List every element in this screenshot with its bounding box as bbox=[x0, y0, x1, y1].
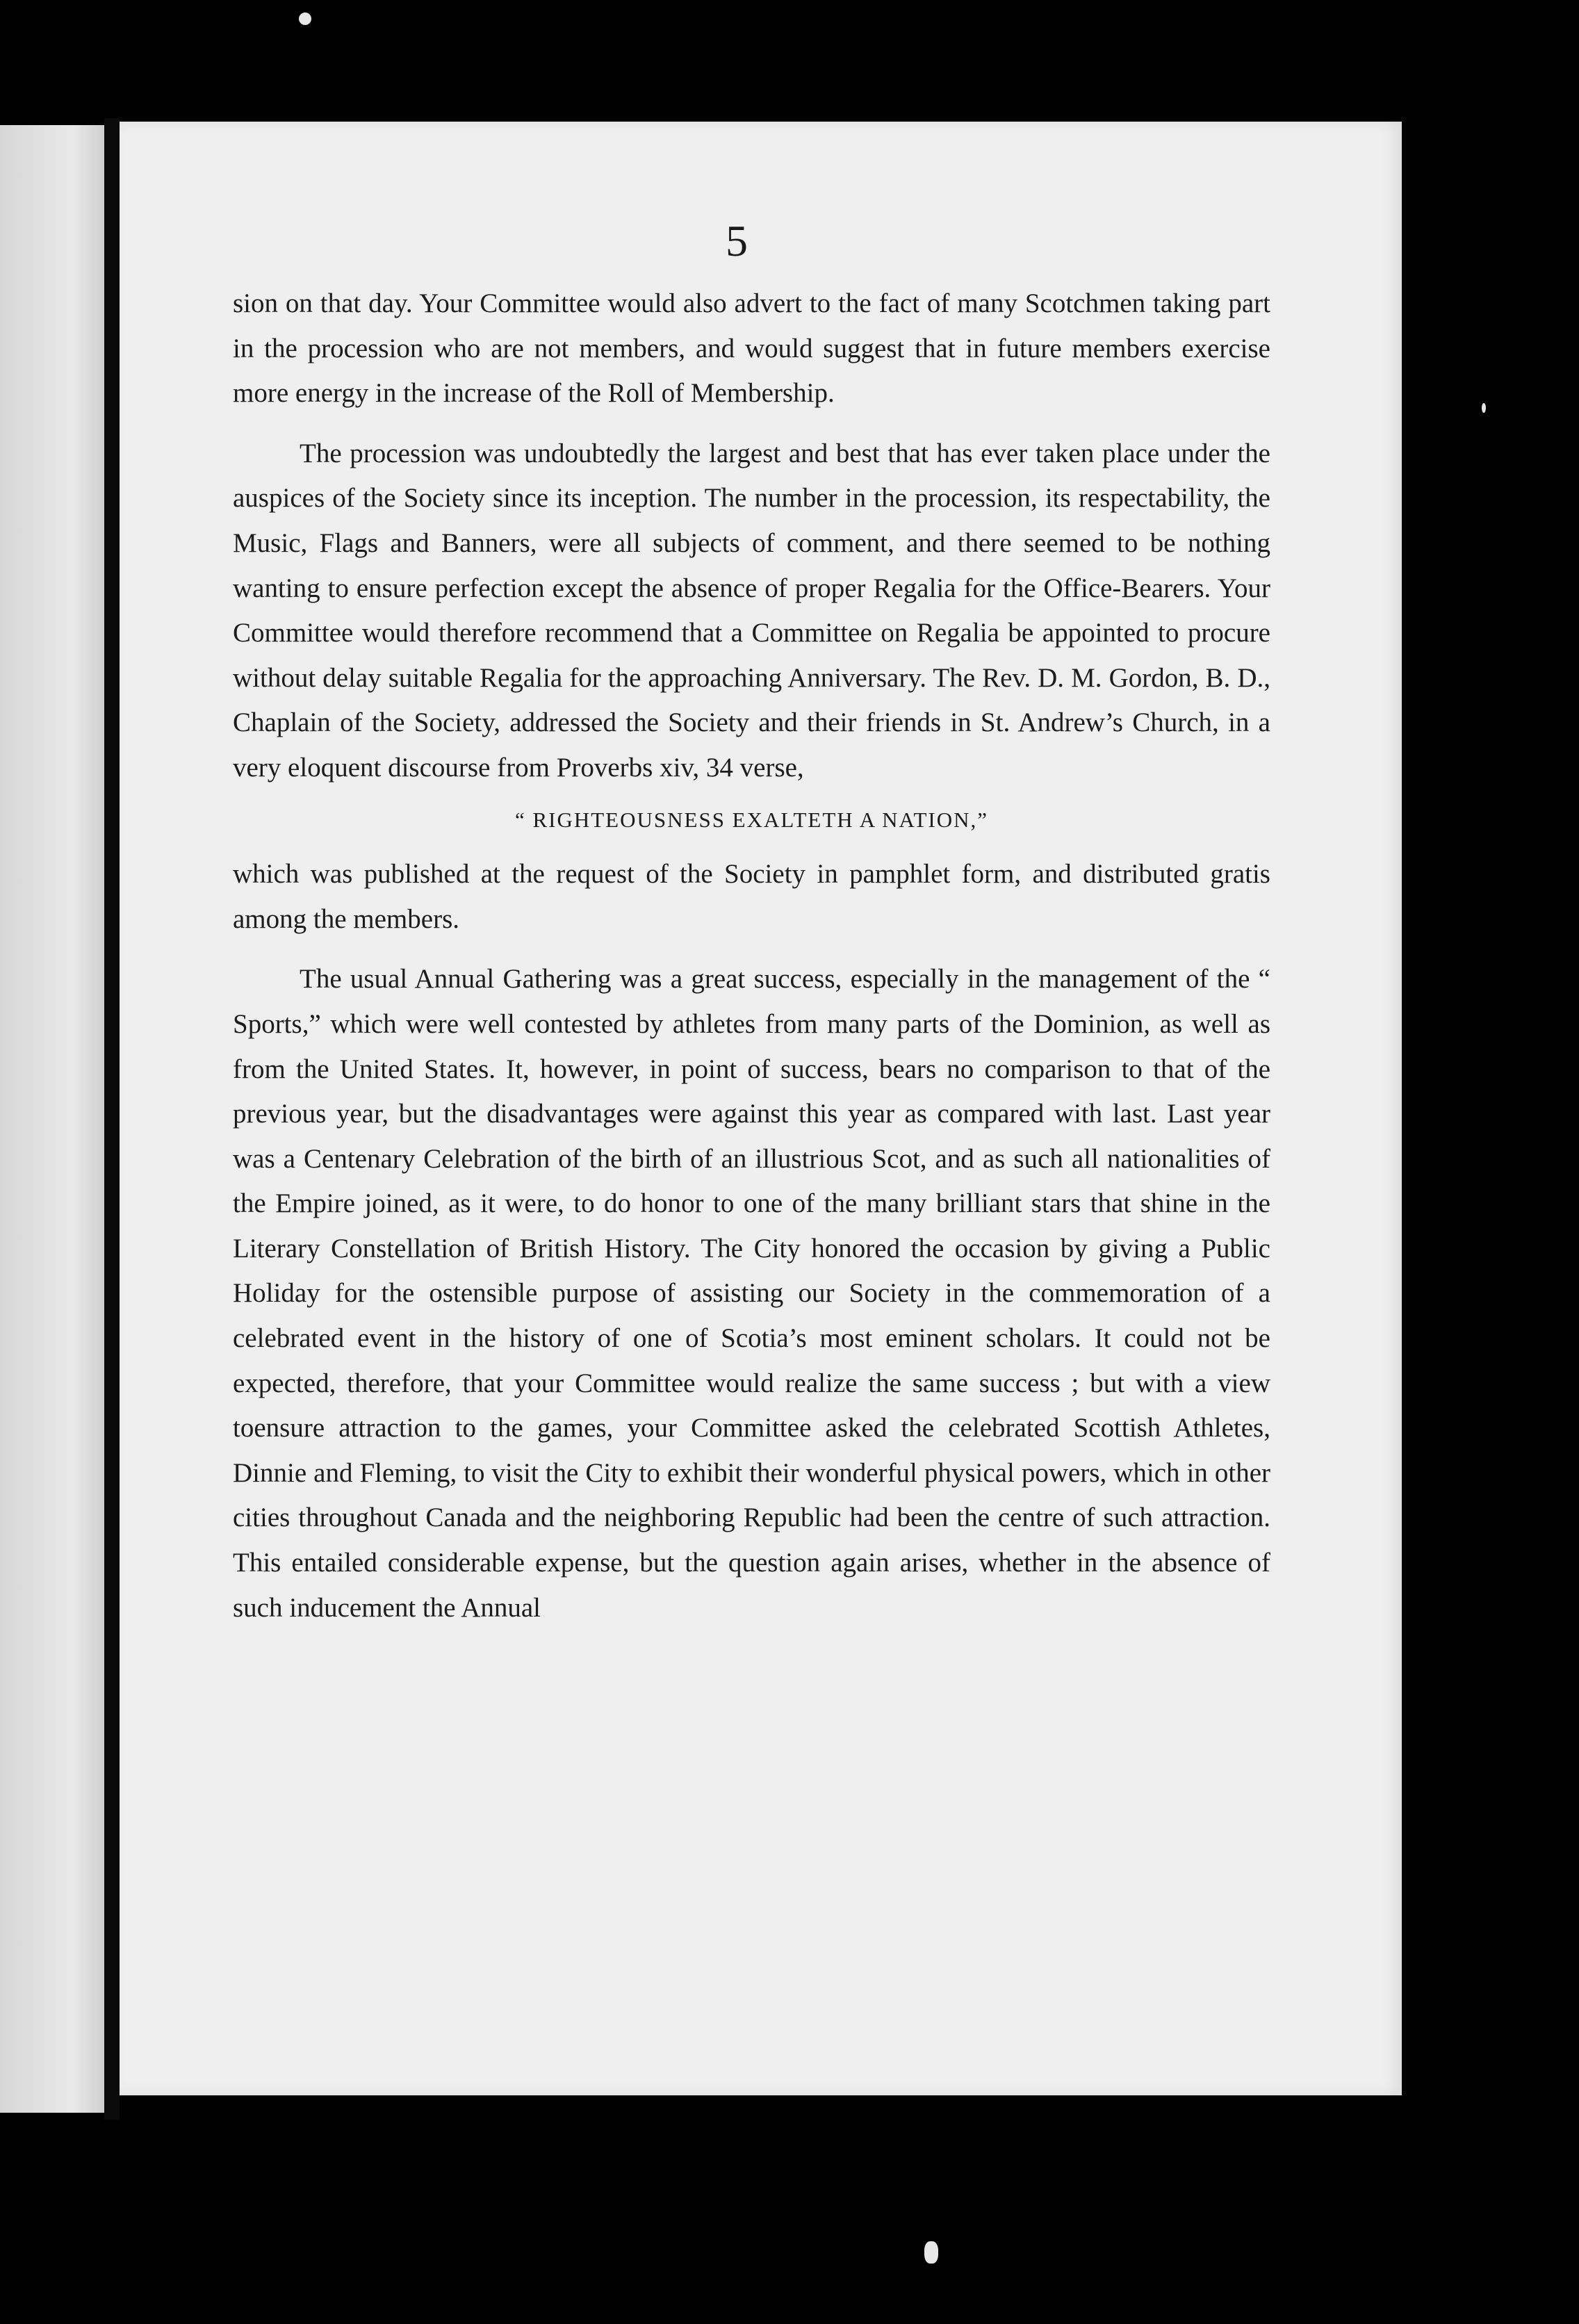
scan-speck bbox=[1482, 403, 1486, 413]
scan-speck bbox=[924, 2241, 938, 2264]
paragraph-3: The usual Annual Gathering was a great success, especially in the management of the “ Sports,” which were well contested by athletes from many parts of the Dominion, as well as from the United States. It, however, in point of success, bears no comparison to that of the previous year, but the disadvantages were against this year as compared with last. Last year was a Centenary Celebration of the birth of an illustrious Scot, and as such all nationalities of the Empire joined, as it were, to do honor to one of the many brilliant stars that shine in the Literary Constellation of British History. The City honored the occasion by giving a Public Holiday for the ostensible purpose of assisting our Society in the commemoration of a celebrated event in the history of one of Scotia’s most eminent scholars. It could not be expected, therefore, that your Committee would realize the same success ; but with a view toensure attraction to the games, your Committee asked the celebrated Scottish Athletes, Dinnie and Fleming, to visit the City to exhibit their wonderful physical powers, which in other cities throughout Canada and the neighboring Republic had been the centre of such attraction. This entailed considerable expense, but the question again arises, whether in the absence of such inducement the Annual bbox=[233, 964, 1270, 1623]
paragraph-2: The procession was undoubtedly the largest and best that has ever taken place under the auspices of the Society since its inception. The number in the procession, its respectability, the Music, Flags and Banners, were all subjects of comment, and there seemed to be nothing wanting to ensure perfection except the absence of proper Regalia for the Office-Bearers. Your Committee would therefore recommend that a Committee on Regalia be appointed to procure without delay suitable Regalia for the approaching Anniversary. The Rev. D. M. Gordon, B. D., Chaplain of the Society, addressed the Society and their friends in St. Andrew’s Church, in a very eloquent discourse from Proverbs xiv, 34 verse, bbox=[233, 438, 1270, 783]
facing-page-edge bbox=[0, 125, 104, 2113]
book-gutter bbox=[104, 118, 120, 2120]
paragraph-after-quote: which was published at the request of the Society in pamphlet form, and distributed gratis among the members. bbox=[233, 859, 1270, 934]
quoted-heading: “ RIGHTEOUSNESS EXALTETH A NATION,” bbox=[514, 807, 989, 832]
scan-speck bbox=[299, 13, 311, 25]
paragraph-1: sion on that day. Your Committee would also advert to the fact of many Scotchmen taking part in the procession who are not members, and would suggest that in future members exercise more energy in the increase of the Roll of Membership. bbox=[233, 288, 1270, 409]
page-number: 5 bbox=[726, 216, 748, 265]
body-text bbox=[233, 281, 1270, 1630]
